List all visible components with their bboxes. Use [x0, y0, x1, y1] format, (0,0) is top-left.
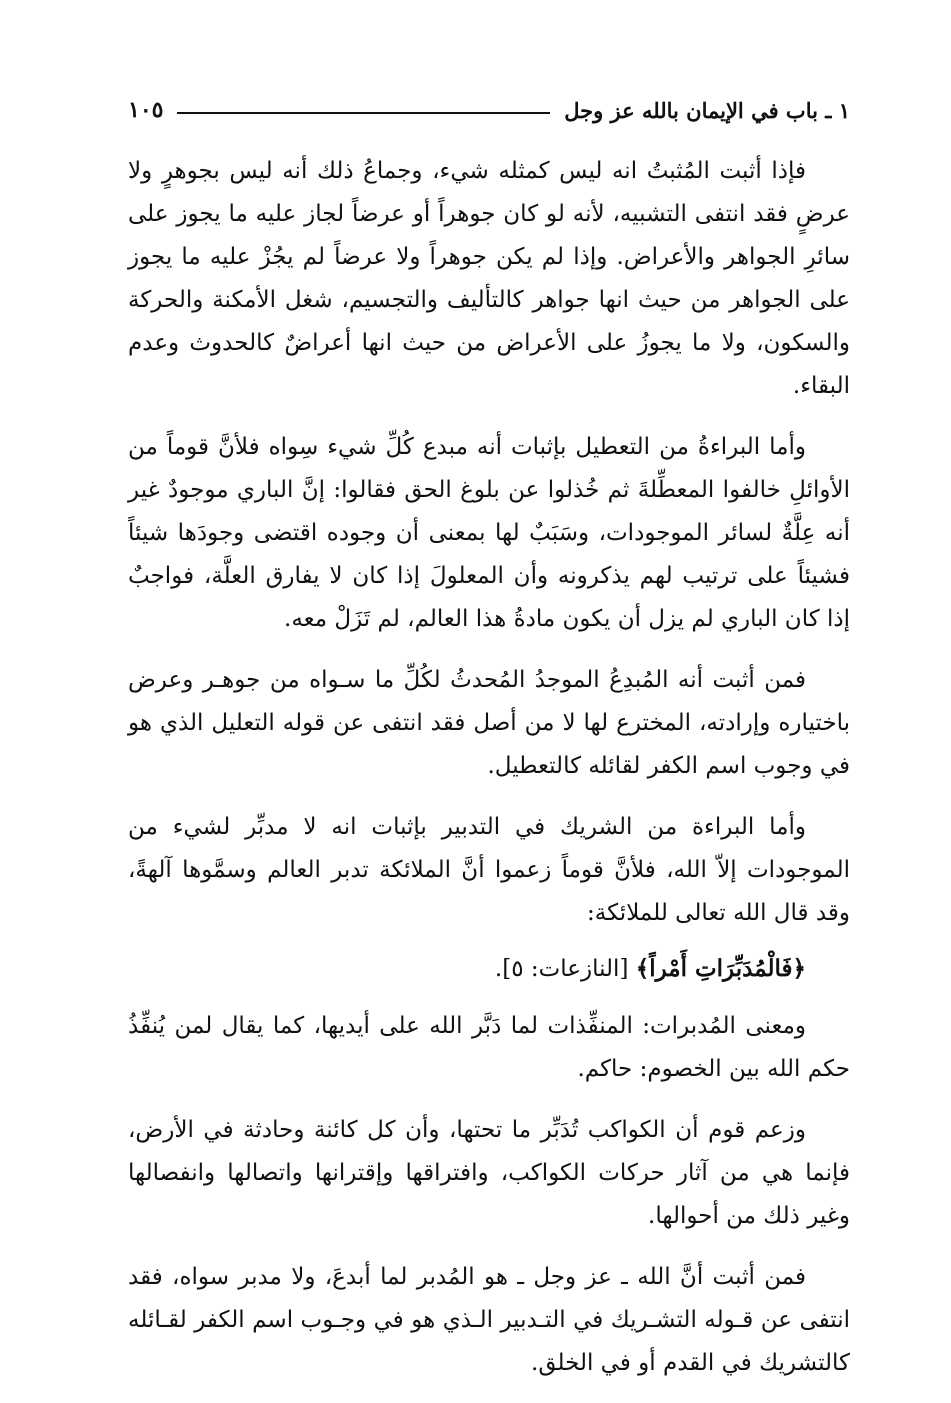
- paragraph-tadbir: وأما البراءة من الشريك في التدبير بإثبات انه لا مدبِّر لشيء من الموجودات إلاّ الله، فلأنَّ قوماً زعموا أنَّ الملائكة تدبر العالم وسمَّوها آلهةً، وقد قال الله تعالى للملائكة:: [128, 814, 850, 926]
- quran-citation: [النازعات: ٥].: [494, 956, 629, 982]
- paragraph-taatil: وأما البراءةُ من التعطيل بإثبات أنه مبدع كُلِّ شيء سِواه فلأنَّ قوماً من الأوائلِ خالفوا المعطِّلةَ ثم خُذلوا عن بلوغ الحق فقالوا: إنَّ الباري موجودٌ غير أنه عِلَّةٌ لسائر الموجودات، وسَبَبٌ لها بمعنى أن وجوده اقتضى وجودَها شيئاً فشيئاً على ترتيب لهم يذكرونه وأن المعلولَ إذا كان لا يفارق العلَّة، فواجبٌ إذا كان الباري لم يزل أن يكون مادةُ هذا العالم، لم تَزَلْ معه.: [128, 434, 850, 632]
- header-rule: [177, 112, 550, 114]
- paragraph-kawakib: وزعم قوم أن الكواكب تُدَبِّر ما تحتها، وأن كل كائنة وحادثة في الأرض، فإنما هي من آثار حركات الكواكب، وافتراقها وإقترانها واتصالها وانفصالها وغير ذلك من أحوالها.: [128, 1117, 850, 1229]
- running-header: [128, 88, 850, 132]
- paragraph-mudabbirat: ومعنى المُدبرات: المنفِّذات لما دَبَّر الله على أيديها، كما يقال لمن يُنفِّذُ حكم الله بين الخصوم: حاكم.: [128, 1013, 850, 1082]
- main-text: [128, 150, 850, 1403]
- quran-verse: ﴿فَالْمُدَبِّرَاتِ أَمْراً﴾: [635, 955, 806, 982]
- quran-quote: [128, 947, 850, 991]
- page-number: ١٠٥: [128, 97, 164, 123]
- paragraph-tashrik: فمن أثبت أنَّ الله ـ عز وجل ـ هو المُدبر لما أبدعَ، ولا مدبر سواه، فقد انتفى عن قـوله التشـريك في التـدبير الـذي هو في وجـوب اسم الكفر لقـائله كالتشريك في القدم أو في الخلق.: [128, 1264, 850, 1376]
- paragraph-tanzih: فإذا أثبت المُثبتُ انه ليس كمثله شيء، وجماعُ ذلك أنه ليس بجوهرٍ ولا عرضٍ فقد انتفى التشبيه، لأنه لو كان جوهراً أو عرضاً لجاز عليه ما يجوز على سائرِ الجواهر والأعراض. وإذا لم يكن جوهراً ولا عرضاً لم يجُزْ عليه ما يجوز على الجواهر من حيث انها جواهر كالتأليف والتجسيم، شغل الأمكنة والحركة والسكون، ولا ما يجوزُ على الأعراض من حيث انها أعراضٌ كالحدوث وعدم البقاء.: [128, 158, 850, 399]
- chapter-title: ١ ـ باب في الإيمان بالله عز وجل: [564, 97, 850, 123]
- paragraph-ibda: فمن أثبت أنه المُبدِعُ الموجدُ المُحدثُ لكُلِّ ما سـواه من جوهـر وعرض باختياره وإرادته، المخترع لها لا من أصل فقد انتفى عن قوله التعليل الذي هو في وجوب اسم الكفر لقائله كالتعطيل.: [128, 667, 850, 779]
